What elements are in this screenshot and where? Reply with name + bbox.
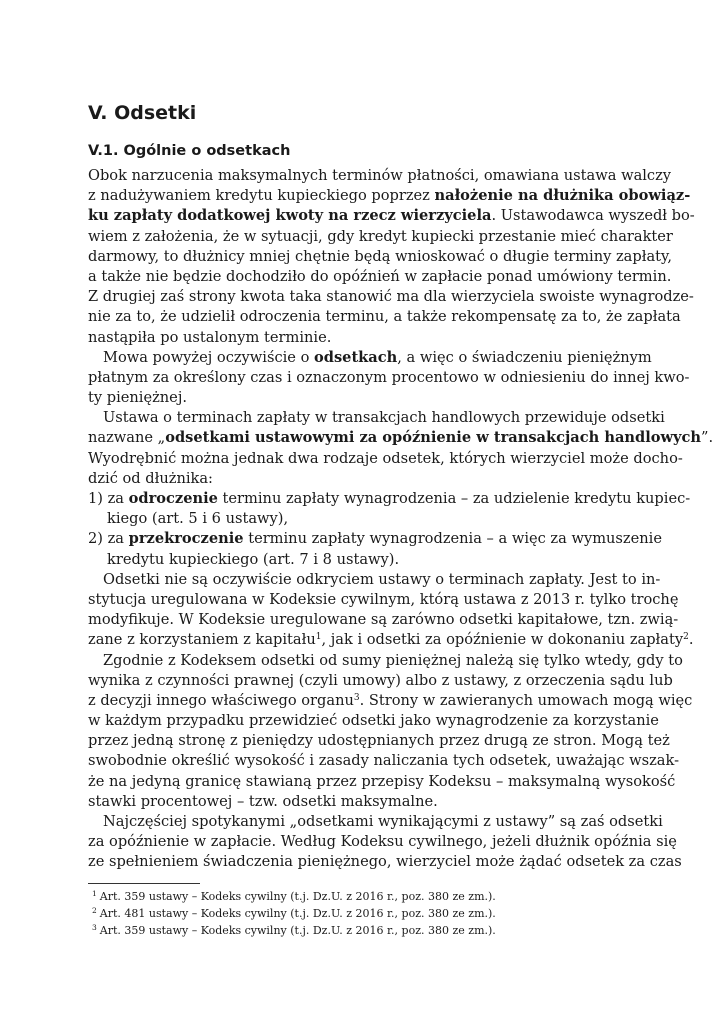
text-line: ty pieniężnej. bbox=[88, 389, 187, 407]
bold-phrase: odroczenie bbox=[128, 490, 218, 507]
paragraph-2 bbox=[88, 348, 690, 409]
footnote bbox=[92, 922, 612, 939]
text-span: terminu zapłaty wynagrodzenia – a więc za wymuszenie bbox=[243, 530, 662, 548]
footnote bbox=[92, 905, 612, 922]
paragraph-6 bbox=[88, 812, 682, 873]
text-span: . Strony w zawieranych umowach mogą więc bbox=[359, 691, 693, 709]
numbered-list bbox=[88, 489, 691, 570]
bold-phrase: odsetkami ustawowymi za opóźnienie w transakcjach handlowych bbox=[165, 429, 702, 447]
text-line: nastąpiła po ustalonym terminie. bbox=[88, 328, 332, 346]
text-line: Zgodnie z Kodeksem odsetki od sumy pieniężnej należą się tylko wtedy, gdy to bbox=[103, 651, 683, 669]
text-span: z decyzji innego właściwego organu bbox=[88, 691, 354, 709]
footnote-text: Art. 481 ustawy – Kodeks cywilny (t.j. Dz.U. z 2016 r., poz. 380 ze zm.). bbox=[99, 907, 496, 920]
text-line bbox=[88, 691, 693, 711]
text-line: stytucja uregulowana w Kodeksie cywilnym, którą ustawa z 2013 r. tylko trochę bbox=[88, 590, 679, 608]
text-line: Z drugiej zaś strony kwota taka stanowić ma dla wierzyciela swoiste wynagrodze- bbox=[88, 288, 694, 306]
footnote bbox=[92, 888, 612, 905]
text-line: a także nie będzie dochodziło do opóźnień w zapłacie ponad umówiony termin. bbox=[88, 267, 672, 285]
text-line: że na jedyną granicę stawianą przez przepisy Kodeksu – maksymalną wysokość bbox=[88, 772, 676, 790]
text-span: terminu zapłaty wynagrodzenia – za udzielenie kredytu kupiec- bbox=[217, 490, 691, 507]
bold-phrase: odsetkach bbox=[314, 348, 398, 366]
paragraph-5 bbox=[88, 651, 693, 813]
list-item-continuation: kredytu kupieckiego (art. 7 i 8 ustawy). bbox=[107, 550, 400, 568]
footnote-ref[interactable]: 2 bbox=[683, 632, 689, 643]
paragraph-4 bbox=[88, 570, 694, 651]
section-title: V.1. Ogólnie o odsetkach bbox=[88, 143, 291, 159]
text-line: Obok narzucenia maksymalnych terminów płatności, omawiana ustawa walczy bbox=[88, 167, 672, 184]
text-line: Najczęściej spotykanymi „odsetkami wynikającymi z ustawy” są zaś odsetki bbox=[103, 813, 663, 830]
text-line: darmowy, to dłużnicy mniej chętnie będą wnioskować o długie terminy zapłaty, bbox=[88, 247, 672, 265]
text-line bbox=[88, 630, 694, 650]
text-span: , a więc o świadczeniu pieniężnym bbox=[397, 348, 652, 366]
text-line bbox=[88, 186, 691, 206]
main-content bbox=[88, 100, 714, 873]
footnotes bbox=[92, 888, 612, 939]
text-line: wiem z założenia, że w sytuacji, gdy kredyt kupiecki przestanie mieć charakter bbox=[88, 227, 673, 245]
text-span: z nadużywaniem kredytu kupieckiego poprzez bbox=[88, 187, 435, 205]
footnote-text: Art. 359 ustawy – Kodeks cywilny (t.j. Dz.U. z 2016 r., poz. 380 ze zm.). bbox=[99, 890, 496, 903]
bold-phrase: ku zapłaty dodatkowej kwoty na rzecz wierzyciela bbox=[88, 207, 492, 225]
paragraph-1 bbox=[88, 166, 695, 348]
footnote-text: Art. 359 ustawy – Kodeks cywilny (t.j. Dz.U. z 2016 r., poz. 380 ze zm.). bbox=[99, 924, 496, 937]
bold-phrase: nałożenie na dłużnika obowiąz- bbox=[434, 187, 691, 205]
text-line: w każdym przypadku przewidzieć odsetki jako wynagrodzenie za korzystanie bbox=[88, 712, 659, 730]
text-span: , jak i odsetki za opóźnienie w dokonaniu zapłaty bbox=[321, 631, 684, 649]
text-span: 1) za bbox=[88, 490, 129, 507]
text-line: modyfikuje. W Kodeksie uregulowane są zarówno odsetki kapitałowe, tzn. zwią- bbox=[88, 611, 679, 629]
text-span: zane z korzystaniem z kapitału bbox=[88, 631, 316, 649]
list-item bbox=[88, 529, 662, 549]
text-line: Odsetki nie są oczywiście odkryciem ustawy o terminach zapłaty. Jest to in- bbox=[103, 570, 661, 588]
text-line: wynika z czynności prawnej (czyli umowy) albo z ustawy, z orzeczenia sądu lub bbox=[88, 671, 673, 689]
text-line: przez jedną stronę z pieniędzy udostępnianych przez drugą ze stron. Mogą też bbox=[88, 732, 670, 750]
text-line: stawki procentowej – tzw. odsetki maksymalne. bbox=[88, 792, 438, 810]
text-span: ”. bbox=[701, 429, 714, 447]
text-line: Wyodrębnić można jednak dwa rodzaje odsetek, których wierzyciel może docho- bbox=[88, 449, 683, 467]
footnote-divider bbox=[88, 883, 200, 884]
text-line bbox=[88, 348, 652, 368]
text-line: ze spełnieniem świadczenia pieniężnego, wierzyciel może żądać odsetek za czas bbox=[88, 853, 682, 871]
footnote-ref[interactable]: 3 bbox=[353, 692, 360, 703]
paragraph-3 bbox=[88, 408, 714, 489]
footnote-number: 3 bbox=[92, 923, 97, 932]
text-line: dzić od dłużnika: bbox=[88, 469, 213, 487]
list-item bbox=[88, 489, 691, 509]
footnote-number: 2 bbox=[92, 906, 97, 915]
text-line bbox=[88, 206, 695, 226]
footnote-ref[interactable]: 1 bbox=[315, 632, 322, 643]
footnote-number: 1 bbox=[92, 889, 97, 898]
text-line bbox=[88, 428, 714, 448]
text-span: 2) za bbox=[88, 530, 129, 548]
text-span: . bbox=[688, 631, 694, 649]
text-line: swobodnie określić wysokość i zasady naliczania tych odsetek, uważając wszak- bbox=[88, 752, 680, 770]
text-line: za opóźnienie w zapłacie. Według Kodeksu cywilnego, jeżeli dłużnik opóźnia się bbox=[88, 833, 677, 851]
text-span: nazwane „ bbox=[88, 429, 166, 447]
bold-phrase: przekroczenie bbox=[128, 530, 244, 548]
text-line: nie za to, że udzielił odroczenia terminu, a także rekompensatę za to, że zapłata bbox=[88, 308, 681, 326]
text-line: Ustawa o terminach zapłaty w transakcjach handlowych przewiduje odsetki bbox=[103, 409, 665, 427]
text-span: . Ustawodawca wyszedł bo- bbox=[491, 207, 695, 225]
text-span: Mowa powyżej oczywiście o bbox=[103, 348, 314, 366]
chapter-title: V. Odsetki bbox=[88, 102, 197, 124]
list-item-continuation: kiego (art. 5 i 6 ustawy), bbox=[107, 510, 289, 528]
text-line: płatnym za określony czas i oznaczonym procentowo w odniesieniu do innej kwo- bbox=[88, 368, 690, 386]
